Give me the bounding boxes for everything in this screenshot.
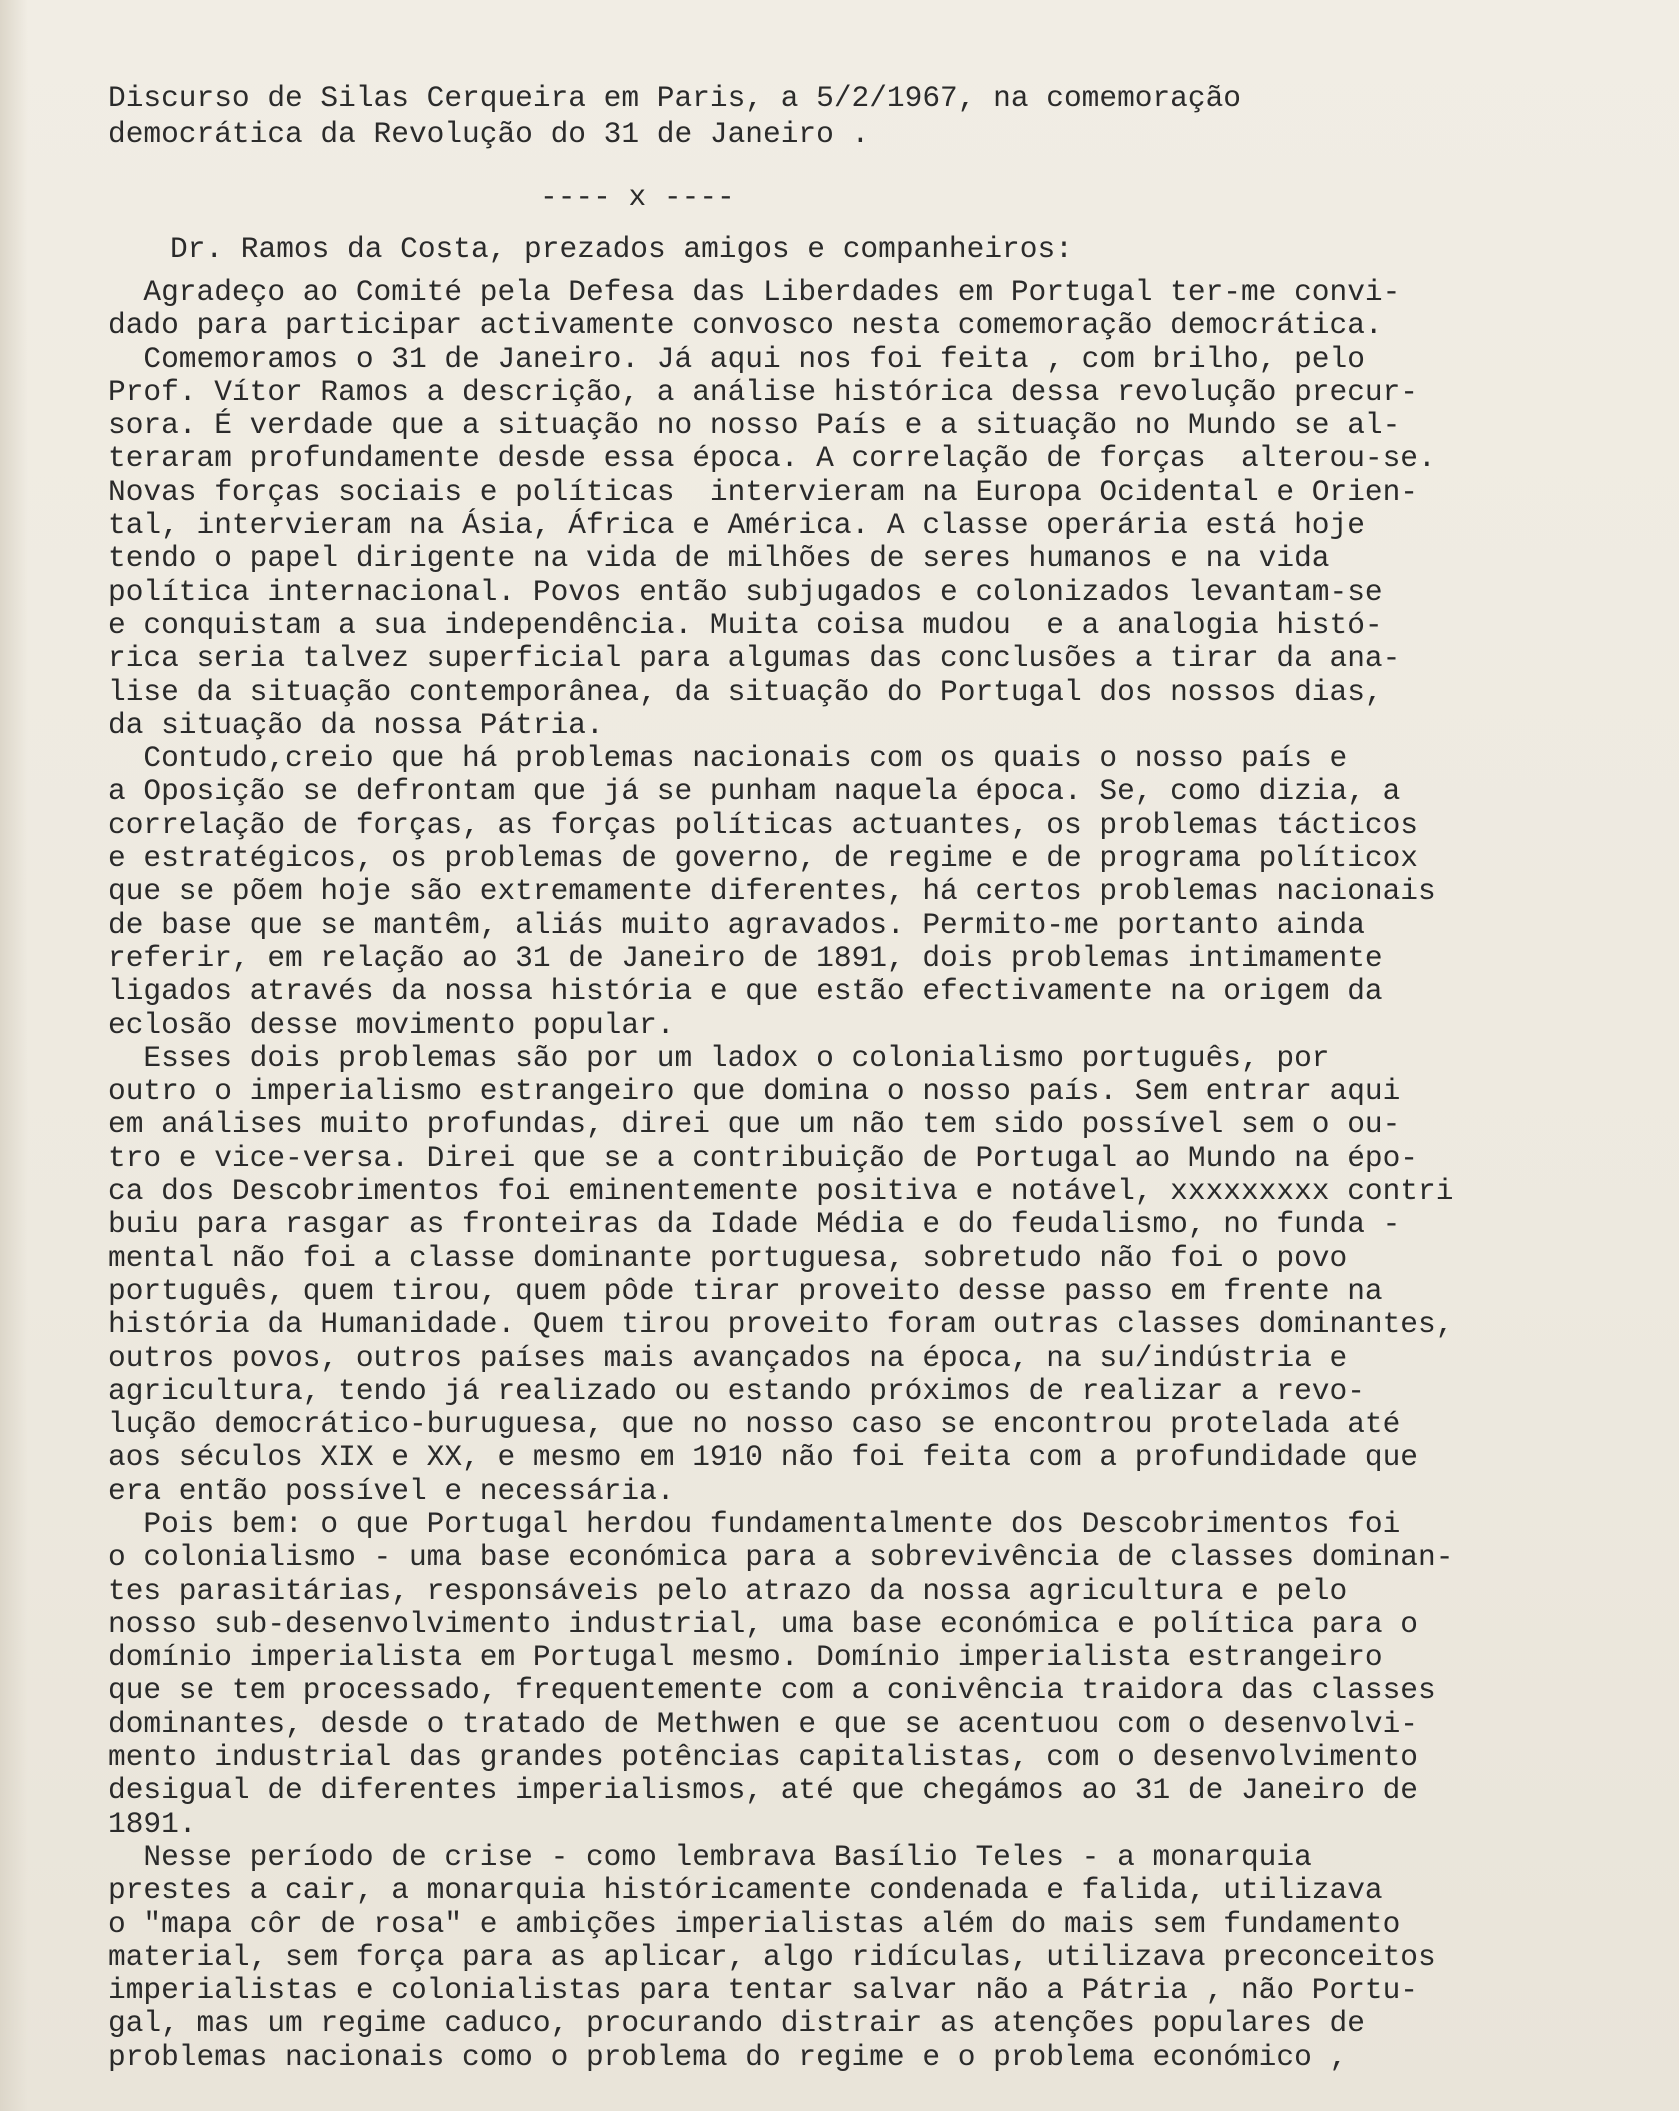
body-line: tro e vice-versa. Direi que se a contribuição de Portugal ao Mundo na épo-	[108, 1140, 1419, 1175]
body-line: correlação de forças, as forças políticas actuantes, os problemas tácticos	[108, 807, 1419, 842]
body-line: Contudo,creio que há problemas nacionais com os quais o nosso país e	[108, 741, 1348, 776]
body-line: da situação da nossa Pátria.	[108, 707, 604, 742]
body-line: imperialistas e colonialistas para tentar salvar não a Pátria , não Portu-	[108, 1973, 1419, 2008]
body-line: aos séculos XIX e XX, e mesmo em 1910 não foi feita com a profundidade que	[108, 1440, 1419, 1475]
body-line: mental não foi a classe dominante portuguesa, sobretudo não foi o povo	[108, 1240, 1348, 1275]
body-line: política internacional. Povos então subjugados e colonizados levantam-se	[108, 574, 1383, 609]
body-line: mento industrial das grandes potências capitalistas, com o desenvolvimento	[108, 1740, 1419, 1775]
body-line: desigual de diferentes imperialismos, até que chegámos ao 31 de Janeiro de	[108, 1773, 1419, 1808]
body-line: era então possível e necessária.	[108, 1473, 675, 1508]
document-body	[108, 276, 1648, 2074]
body-line: Agradeço ao Comité pela Defesa das Liberdades em Portugal ter-me convi-	[108, 275, 1401, 309]
body-line: prestes a cair, a monarquia históricamente condenada e falida, utilizava	[108, 1873, 1383, 1908]
body-line: gal, mas um regime caduco, procurando distrair as atenções populares de	[108, 2006, 1365, 2041]
body-line: Nesse período de crise - como lembrava Basílio Teles - a monarquia	[108, 1839, 1312, 1874]
body-line: Novas forças sociais e políticas intervieram na Europa Ocidental e Orien-	[108, 474, 1419, 509]
body-line: de base que se mantêm, aliás muito agravados. Permito-me portanto ainda	[108, 907, 1365, 942]
body-line: dominantes, desde o tratado de Methwen e que se acentuou com o desenvolvi-	[108, 1706, 1419, 1741]
body-line: domínio imperialista em Portugal mesmo. Domínio imperialista estrangeiro	[108, 1640, 1383, 1675]
separator: ---- x ----	[540, 180, 735, 214]
body-line: ligados através da nossa história e que estão efectivamente na origem da	[108, 974, 1383, 1009]
body-line: lise da situação contemporânea, da situação do Portugal dos nossos dias,	[108, 674, 1383, 709]
body-line: Pois bem: o que Portugal herdou fundamentalmente dos Descobrimentos foi	[108, 1506, 1401, 1541]
body-line: tal, intervieram na Ásia, África e América. A classe operária está hoje	[108, 508, 1365, 543]
body-line: em análises muito profundas, direi que um não tem sido possível sem o ou-	[108, 1107, 1401, 1142]
body-line: a Oposição se defrontam que já se punham naquela época. Se, como dizia, a	[108, 774, 1401, 809]
body-line: história da Humanidade. Quem tirou proveito foram outras classes dominantes,	[108, 1307, 1454, 1342]
body-line: teraram profundamente desde essa época. A correlação de forças alterou-se.	[108, 441, 1436, 476]
body-line: sora. É verdade que a situação no nosso País e a situação no Mundo se al-	[108, 408, 1401, 443]
body-line: e conquistam a sua independência. Muita coisa mudou e a analogia histó-	[108, 607, 1383, 642]
body-line: Esses dois problemas são por um ladox o colonialismo português, por	[108, 1040, 1330, 1075]
body-line: Comemoramos o 31 de Janeiro. Já aqui nos foi feita , com brilho, pelo	[108, 341, 1365, 376]
body-line: buiu para rasgar as fronteiras da Idade Média e do feudalismo, no funda -	[108, 1207, 1401, 1242]
body-line: eclosão desse movimento popular.	[108, 1007, 675, 1042]
body-line: tendo o papel dirigente na vida de milhões de seres humanos e na vida	[108, 541, 1330, 576]
body-line: 1891.	[108, 1806, 197, 1841]
heading-line-2: democrática da Revolução do 31 de Janeiro .	[108, 117, 870, 151]
body-line: português, quem tirou, quem pôde tirar proveito desse passo em frente na	[108, 1273, 1383, 1308]
body-line: outros povos, outros países mais avançados na época, na su/indústria e	[108, 1340, 1348, 1375]
body-line: rica seria talvez superficial para algumas das conclusões a tirar da ana-	[108, 641, 1401, 676]
body-line: referir, em relação ao 31 de Janeiro de 1891, dois problemas intimamente	[108, 940, 1383, 975]
body-line: Prof. Vítor Ramos a descrição, a análise histórica dessa revolução precur-	[108, 374, 1419, 409]
body-line: outro o imperialismo estrangeiro que domina o nosso país. Sem entrar aqui	[108, 1074, 1401, 1109]
body-line: o colonialismo - uma base económica para a sobrevivência de classes dominan-	[108, 1540, 1454, 1575]
body-line: que se põem hoje são extremamente diferentes, há certos problemas nacionais	[108, 874, 1436, 909]
document-heading	[108, 80, 1628, 152]
heading-line-1: Discurso de Silas Cerqueira em Paris, a 5/2/1967, na comemoração	[108, 81, 1241, 115]
body-line: lução democrático-buruguesa, que no nosso caso se encontrou protelada até	[108, 1407, 1401, 1442]
page-edge-shadow	[0, 0, 28, 2111]
body-line: material, sem força para as aplicar, algo ridículas, utilizava preconceitos	[108, 1939, 1436, 1974]
body-line: tes parasitárias, responsáveis pelo atrazo da nossa agricultura e pelo	[108, 1573, 1348, 1608]
body-line: que se tem processado, frequentemente com a conivência traidora das classes	[108, 1673, 1436, 1708]
body-line: ca dos Descobrimentos foi eminentemente positiva e notável, xxxxxxxxx contri	[108, 1174, 1454, 1209]
body-line: problemas nacionais como o problema do regime e o problema económico ,	[108, 2039, 1348, 2074]
salutation: Dr. Ramos da Costa, prezados amigos e companheiros:	[170, 232, 1073, 266]
body-line: e estratégicos, os problemas de governo, de regime e de programa políticox	[108, 841, 1419, 876]
body-line: agricultura, tendo já realizado ou estando próximos de realizar a revo-	[108, 1373, 1365, 1408]
body-line: o "mapa côr de rosa" e ambições imperialistas além do mais sem fundamento	[108, 1906, 1401, 1941]
body-line: dado para participar activamente convosco nesta comemoração democrática.	[108, 308, 1383, 343]
body-line: nosso sub-desenvolvimento industrial, uma base económica e política para o	[108, 1606, 1419, 1641]
